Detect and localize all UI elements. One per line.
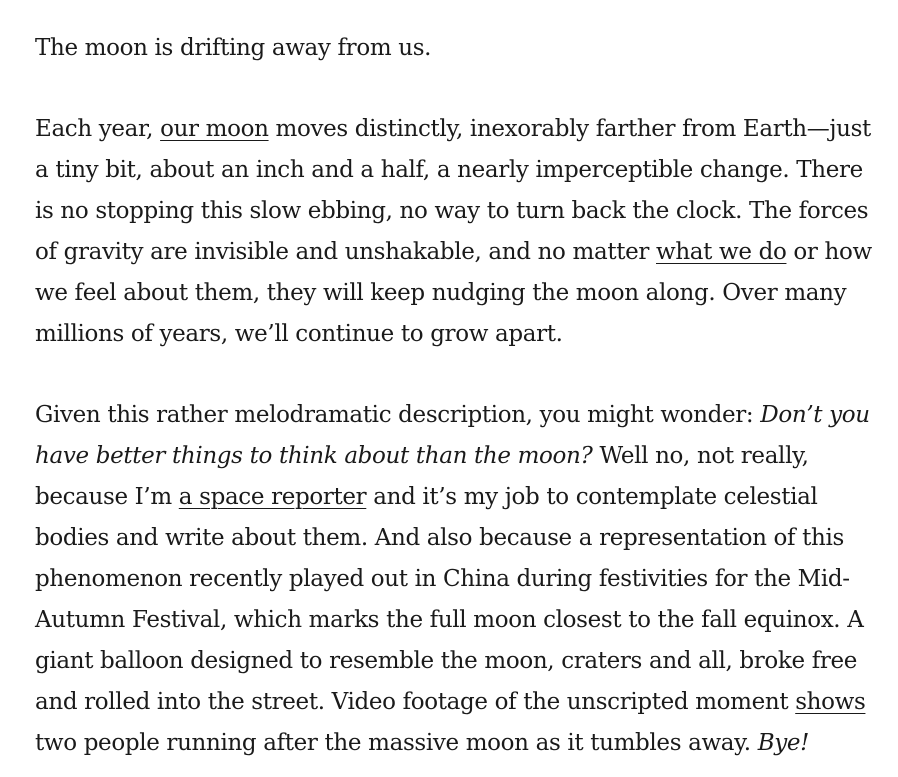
our-moon-link[interactable]: our moon bbox=[160, 116, 269, 142]
paragraph-text: or how we feel about them, they will keep nudging the moon along. Over many millions of years, we’ll continue to grow apart. bbox=[35, 239, 872, 347]
paragraph-text: two people running after the massive moon as it tumbles away. bbox=[35, 730, 758, 756]
paragraph-text: Given this rather melodramatic description, you might wonder: bbox=[35, 402, 761, 428]
italic-question: Don’t you have better things to think about than the moon? bbox=[35, 402, 870, 469]
paragraph-intro bbox=[35, 28, 875, 69]
paragraph-text: and it’s my job to contemplate celestial bodies and write about them. And also because a representation of this phenomenon recently played out in China during festivities for the Mid-Autumn Festival, which marks the full moon closest to the fall equinox. A giant balloon designed to resemble the moon, craters and all, broke free and rolled into the street. Video footage of the unscripted moment bbox=[35, 484, 864, 715]
what-we-do-link[interactable]: what we do bbox=[656, 239, 787, 265]
paragraph-text: Well no, not really, because I’m bbox=[35, 443, 809, 510]
article-body bbox=[35, 28, 875, 764]
paragraph-drift bbox=[35, 109, 875, 355]
paragraph-festival bbox=[35, 395, 875, 764]
paragraph-text: moves distinctly, inexorably farther from Earth—just a tiny bit, about an inch and a half, a nearly imperceptible change. There is no stopping this slow ebbing, no way to turn back the clock. The forces of gravity are invisible and unshakable, and no matter bbox=[35, 116, 871, 265]
space-reporter-link[interactable]: a space reporter bbox=[178, 484, 367, 510]
italic-bye: Bye! bbox=[757, 730, 810, 756]
shows-link[interactable]: shows bbox=[795, 689, 866, 715]
paragraph-text: Each year, bbox=[35, 116, 161, 142]
paragraph-text: The moon is drifting away from us. bbox=[35, 35, 432, 61]
